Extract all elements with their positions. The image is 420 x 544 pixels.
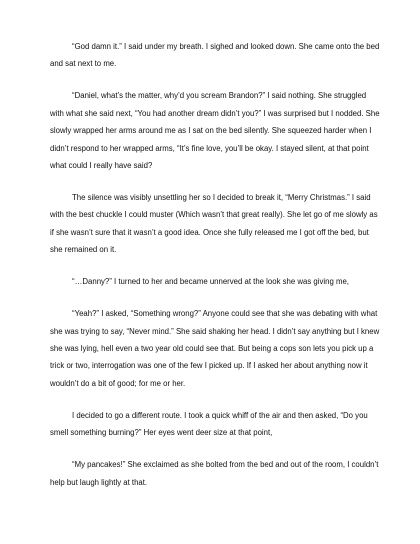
paragraph-7: “My pancakes!” She exclaimed as she bolted from the bed and out of the room, I couldn’t help but laugh lightly at that. (50, 460, 379, 487)
paragraph-1: “God damn it.” I said under my breath. I sighed and looked down. She came onto the bed and sat next to me. (50, 42, 380, 69)
paragraph-5: “Yeah?” I asked, “Something wrong?” Anyone could see that she was debating with what she was trying to say, “Never mind.” She said shaking her head. I didn’t say anything but I knew she was lying, hell even a two year old could see that. But being a cops son lets you pick up a trick or two, interrogation was one of the few I picked up. If I asked her about anything now it wouldn’t do a bit of good; for me or her. (50, 309, 380, 388)
paragraph-6: I decided to go a different route. I took a quick whiff of the air and then asked, “Do you smell something burning?” Her eyes went deer size at that point, (50, 410, 368, 438)
paragraph-4: “…Danny?” I turned to her and became unnerved at the look she was giving me, (72, 277, 349, 287)
paragraph-3: The silence was visibly unsettling her so I decided to break it, “Merry Christmas.” I said with the best chuckle I could muster (Which wasn’t that great really). She let go of me slowly as if she wasn’t sure that it wasn’t a good idea. Once she fully released me I got off the bed, but she remained on it. (50, 193, 378, 255)
paragraph-2: “Daniel, what’s the matter, why’d you scream Brandon?” I said nothing. She struggled with what she said next, “You had another dream didn’t you?” I was surprised but I nodded. She slowly wrapped her arms around me as I sat on the bed silently. She squeezed harder when I didn’t respond to her wrapped arms, “It’s fine love, you’ll be okay. I stayed silent, at that point what could I really have said? (50, 91, 380, 171)
document-body (50, 38, 380, 506)
